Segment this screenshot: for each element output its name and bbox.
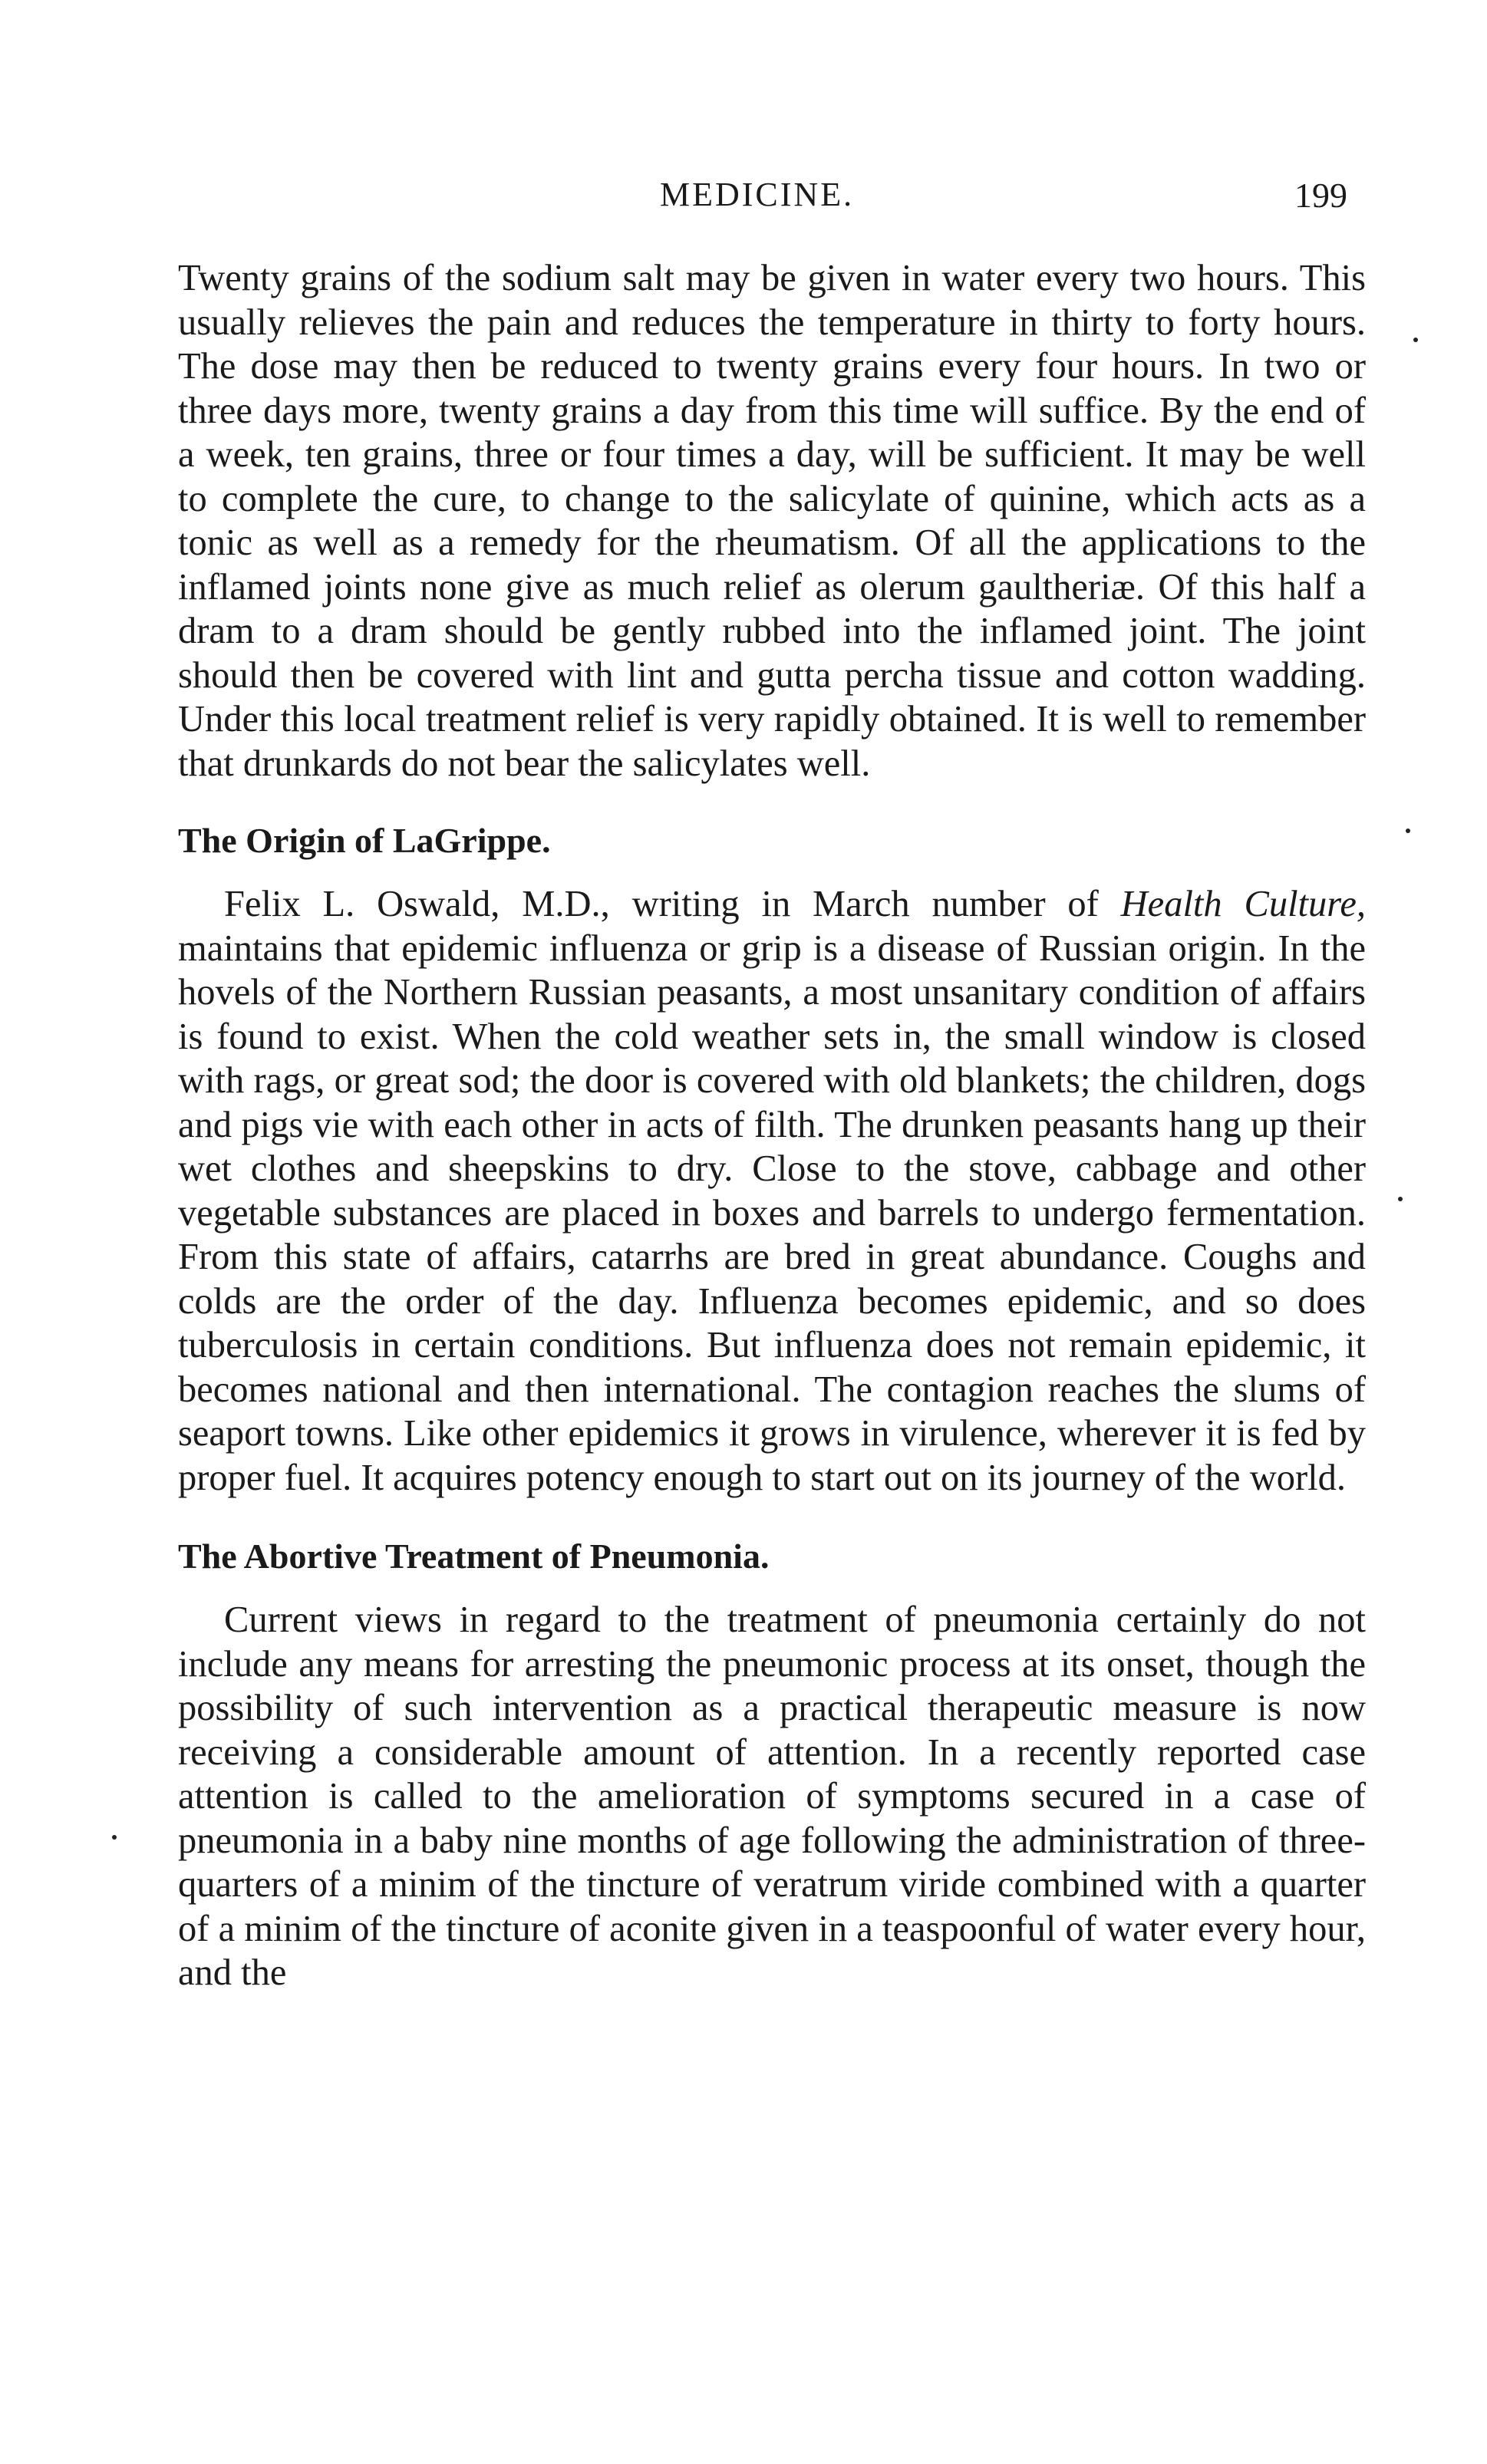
running-title: MEDICINE. bbox=[660, 176, 855, 213]
body-text bbox=[178, 256, 1366, 1995]
paragraph-lagrippe-lead: Felix L. Oswald, M.D., writing in March number of bbox=[224, 884, 1121, 924]
journal-title: Health Culture, bbox=[1120, 884, 1367, 924]
heading-origin-of-lagrippe: The Origin of LaGrippe. bbox=[178, 821, 551, 860]
paragraph-lagrippe bbox=[178, 882, 1366, 1500]
margin-speck bbox=[1406, 828, 1410, 833]
margin-speck bbox=[1413, 338, 1418, 342]
margin-speck bbox=[1398, 1197, 1403, 1201]
paragraph-pneumonia: Current views in regard to the treatment of pneumonia certainly do not include any means for arresting the pneumonic process at its onset, though the possibility of such intervention as a practical therapeutic measure is now receiving a considerable amount of attention. In a recently reported case attention is called to the amelioration of symptoms secured in a case of pneumonia in a baby nine months of age following the administration of three-quarters of a minim of the tincture of veratrum viride combined with a quarter of a minim of the tincture of aconite given in a teaspoonful of water every hour, and the bbox=[178, 1599, 1366, 1993]
running-head bbox=[0, 175, 1487, 221]
paragraph-salicylate-treatment: Twenty grains of the sodium salt may be given in water every two hours. This usually relieves the pain and reduces the temperature in thirty to forty hours. The dose may then be reduced to twenty grains every four hours. In two or three days more, twenty grains a day from this time will suffice. By the end of a week, ten grains, three or four times a day, will be sufficient. It may be well to complete the cure, to change to the salicylate of quinine, which acts as a tonic as well as a remedy for the rheumatism. Of all the applications to the inflamed joints none give as much relief as olerum gaultheriæ. Of this half a dram to a dram should be gently rubbed into the inflamed joint. The joint should then be covered with lint and gutta percha tissue and cotton wadding. Under this local treatment relief is very rapidly obtained. It is well to remember that drunkards do not bear the salicylates well. bbox=[178, 258, 1366, 784]
paragraph-lagrippe-rest: maintains that epidemic influenza or grip is a disease of Russian origin. In the hovels of the Northern Russian peasants, a most unsanitary condition of affairs is found to exist. When the cold weather sets in, the small window is closed with rags, or great sod; the door is covered with old blankets; the children, dogs and pigs vie with each other in acts of filth. The drunken peasants hang up their wet clothes and sheepskins to dry. Close to the stove, cabbage and other vegetable substances are placed in boxes and barrels to undergo fermentation. From this state of affairs, catarrhs are bred in great abundance. Coughs and colds are the order of the day. Influenza becomes epidemic, and so does tuberculosis in certain conditions. But influenza does not remain epidemic, it becomes national and then international. The contagion reaches the slums of seaport towns. Like other epidemics it grows in virulence, wherever it is fed by proper fuel. It acquires potency enough to start out on its journey of the world. bbox=[178, 927, 1366, 1498]
page-number: 199 bbox=[1294, 176, 1347, 215]
heading-abortive-treatment-pneumonia: The Abortive Treatment of Pneumonia. bbox=[178, 1537, 770, 1576]
margin-speck bbox=[112, 1835, 117, 1840]
